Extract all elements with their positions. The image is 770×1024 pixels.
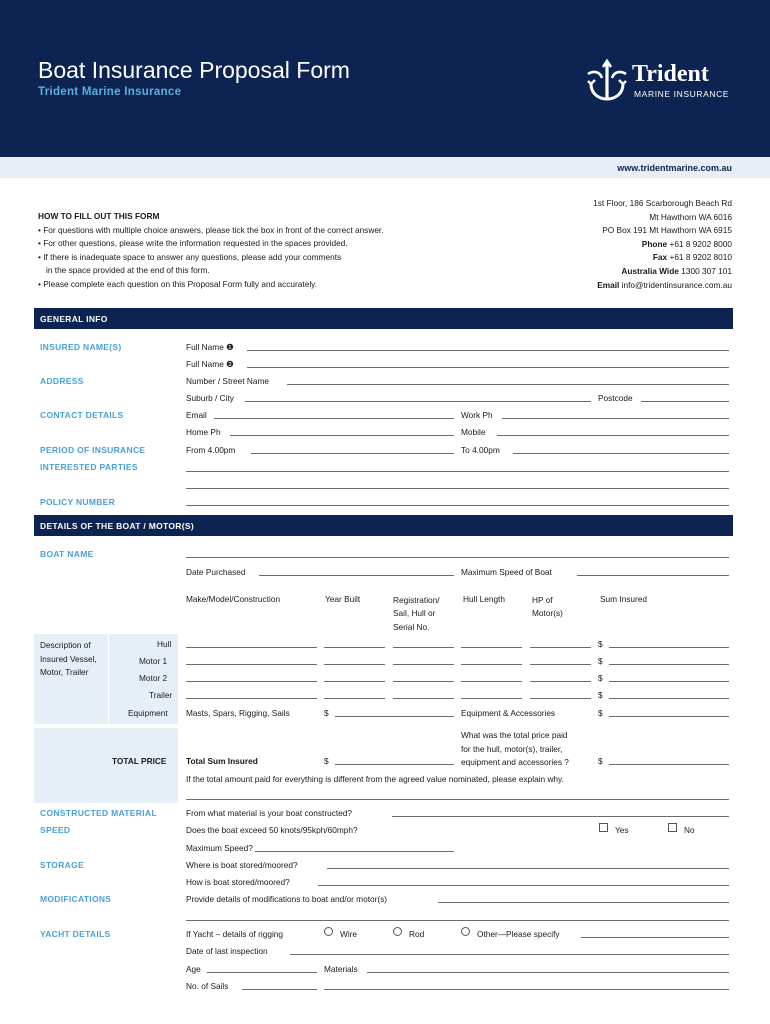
full-name-2-field[interactable]	[247, 367, 729, 368]
grid-field[interactable]	[393, 698, 454, 699]
section-boat-details: DETAILS OF THE BOAT / MOTOR(S)	[34, 515, 733, 536]
row-trailer-label: Trailer	[149, 690, 173, 700]
grid-field[interactable]	[530, 647, 591, 648]
instruction-item: in the space provided at the end of this form.	[46, 265, 210, 276]
grid-field[interactable]	[609, 664, 729, 665]
home-ph-field[interactable]	[230, 435, 454, 436]
max-speed-field[interactable]	[255, 851, 454, 852]
instructions-title: HOW TO FILL OUT THIS FORM	[38, 211, 160, 221]
mobile-field[interactable]	[497, 435, 729, 436]
url-bar	[0, 157, 770, 178]
header-banner	[0, 0, 770, 157]
instruction-item: • Please complete each question on this Proposal Form fully and accurately.	[38, 278, 317, 289]
address-label: ADDRESS	[40, 376, 84, 386]
section-general-info: GENERAL INFO	[34, 308, 733, 329]
panel-divider	[108, 634, 109, 724]
max-speed-boat-label: Maximum Speed of Boat	[461, 567, 552, 577]
boat-name-label: BOAT NAME	[40, 549, 94, 559]
dollar-sign: $	[598, 690, 603, 700]
company-address	[593, 197, 732, 292]
max-speed-boat-field[interactable]	[577, 575, 729, 576]
modifications-label: MODIFICATIONS	[40, 894, 112, 904]
full-name-1-label: Full Name ❶	[186, 342, 234, 352]
grid-field[interactable]	[461, 664, 522, 665]
materials-label: Materials	[324, 964, 358, 974]
logo-subtext: MARINE INSURANCE	[634, 89, 730, 99]
instruction-item: • For other questions, please write the information requested in the spaces provided.	[38, 238, 348, 249]
grid-field[interactable]	[461, 681, 522, 682]
yacht-details-label: YACHT DETAILS	[40, 929, 111, 939]
grid-field[interactable]	[393, 664, 454, 665]
postcode-label: Postcode	[598, 393, 633, 403]
explain-label: If the total amount paid for everything is different from the agreed value nominated, please explain why.	[186, 774, 564, 784]
grid-field[interactable]	[324, 681, 385, 682]
interested-parties-field[interactable]	[186, 471, 729, 472]
work-ph-label: Work Ph	[461, 410, 493, 420]
grid-field[interactable]	[609, 698, 729, 699]
col-hull-length: Hull Length	[463, 594, 505, 604]
date-purchased-label: Date Purchased	[186, 567, 246, 577]
address-line: PO Box 191 Mt Hawthorn WA 6915	[602, 225, 732, 236]
dollar-sign: $	[598, 708, 603, 718]
sails-extra-field[interactable]	[324, 989, 729, 990]
period-label: PERIOD OF INSURANCE	[40, 445, 146, 455]
dollar-sign: $	[598, 756, 603, 766]
inspection-field[interactable]	[290, 954, 729, 955]
grid-field[interactable]	[530, 681, 591, 682]
yes-label: Yes	[615, 825, 629, 835]
how-stored-question: How is boat stored/moored?	[186, 877, 290, 887]
grid-field[interactable]	[186, 664, 317, 665]
where-stored-question: Where is boat stored/moored?	[186, 860, 298, 870]
phone-line: Phone +61 8 9202 8000	[641, 238, 732, 249]
row-motor1-label: Motor 1	[139, 656, 168, 666]
interested-parties-field[interactable]	[186, 488, 729, 489]
grid-field[interactable]	[530, 698, 591, 699]
grid-field[interactable]	[324, 664, 385, 665]
age-label: Age	[186, 964, 201, 974]
other-label: Other—Please specify	[477, 929, 560, 939]
speed-yes-checkbox[interactable]	[599, 823, 608, 832]
modifications-field[interactable]	[438, 902, 729, 903]
grid-field[interactable]	[186, 698, 317, 699]
no-label: No	[684, 825, 695, 835]
grid-field[interactable]	[461, 698, 522, 699]
date-purchased-field[interactable]	[259, 575, 454, 576]
dollar-sign: $	[324, 756, 329, 766]
interested-parties-label: INTERESTED PARTIES	[40, 462, 138, 472]
fax-line: Fax +61 8 9202 8010	[652, 252, 732, 263]
speed-label: SPEED	[40, 825, 71, 835]
wire-radio[interactable]	[324, 927, 333, 936]
full-name-2-label: Full Name ❷	[186, 359, 234, 369]
col-sum-insured: Sum Insured	[600, 594, 648, 604]
row-equipment-label: Equipment	[128, 708, 168, 718]
from-field[interactable]	[251, 453, 454, 454]
storage-label: STORAGE	[40, 860, 84, 870]
street-field[interactable]	[287, 384, 729, 385]
grid-field[interactable]	[530, 664, 591, 665]
form-subtitle: Trident Marine Insurance	[38, 86, 182, 98]
no-sails-field[interactable]	[242, 989, 317, 990]
equip-acc-label: Equipment & Accessories	[461, 708, 556, 718]
trident-logo	[585, 58, 735, 104]
masts-label: Masts, Spars, Rigging, Sails	[186, 708, 290, 718]
explain-field[interactable]	[186, 799, 729, 800]
home-ph-label: Home Ph	[186, 427, 221, 437]
suburb-field[interactable]	[245, 401, 591, 402]
grid-field[interactable]	[324, 647, 385, 648]
full-name-1-field[interactable]	[247, 350, 729, 351]
rod-label: Rod	[409, 929, 425, 939]
mobile-label: Mobile	[461, 427, 486, 437]
trident-emblem-icon	[585, 58, 629, 104]
suburb-label: Suburb / City	[186, 393, 234, 403]
grid-field[interactable]	[609, 681, 729, 682]
grid-field[interactable]	[186, 647, 317, 648]
rigging-question: If Yacht – details of rigging	[186, 929, 284, 939]
grid-field[interactable]	[186, 681, 317, 682]
dollar-sign: $	[598, 656, 603, 666]
to-field[interactable]	[513, 453, 729, 454]
modifications-question: Provide details of modifications to boat and/or motor(s)	[186, 894, 388, 904]
description-label: Description of Insured Vessel, Motor, Trailer	[40, 640, 97, 678]
how-stored-field[interactable]	[318, 885, 729, 886]
equip-acc-field[interactable]	[609, 716, 729, 717]
modifications-field[interactable]	[186, 920, 729, 921]
instruction-item: • For questions with multiple choice answers, please tick the box in front of the correct answer.	[38, 224, 384, 235]
col-year: Year Built	[325, 594, 361, 604]
other-field[interactable]	[581, 937, 729, 938]
total-price-field[interactable]	[609, 764, 729, 765]
australia-wide-line: Australia Wide 1300 307 101	[621, 265, 732, 276]
instruction-item: • If there is inadequate space to answer any questions, please add your comments	[38, 251, 342, 262]
wire-label: Wire	[340, 929, 358, 939]
no-sails-label: No. of Sails	[186, 981, 229, 991]
postcode-field[interactable]	[641, 401, 729, 402]
col-make: Make/Model/Construction	[186, 594, 281, 604]
row-motor2-label: Motor 2	[139, 673, 168, 683]
speed-no-checkbox[interactable]	[668, 823, 677, 832]
rod-radio[interactable]	[393, 927, 402, 936]
materials-field[interactable]	[367, 972, 729, 973]
grid-field[interactable]	[461, 647, 522, 648]
from-label: From 4.00pm	[186, 445, 236, 455]
dollar-sign: $	[598, 673, 603, 683]
inspection-label: Date of last inspection	[186, 946, 268, 956]
address-line: 1st Floor, 186 Scarborough Beach Rd	[593, 198, 732, 208]
email-field[interactable]	[214, 418, 454, 419]
masts-field[interactable]	[335, 716, 454, 717]
website-link[interactable]: www.tridentmarine.com.au	[617, 163, 732, 173]
contact-details-label: CONTACT DETAILS	[40, 410, 124, 420]
constructed-material-label: CONSTRUCTED MATERIAL	[40, 808, 157, 818]
other-radio[interactable]	[461, 927, 470, 936]
street-label: Number / Street Name	[186, 376, 269, 386]
instructions	[38, 210, 384, 292]
to-label: To 4.00pm	[461, 445, 500, 455]
row-hull-label: Hull	[157, 639, 172, 649]
total-sum-label: Total Sum Insured	[186, 756, 258, 766]
age-field[interactable]	[207, 972, 317, 973]
col-registration: Registration/ Sail, Hull or Serial No.	[393, 595, 440, 632]
policy-number-field[interactable]	[186, 505, 729, 506]
col-hp-motors: HP of Motor(s)	[532, 595, 563, 619]
work-ph-field[interactable]	[502, 418, 729, 419]
grid-field[interactable]	[324, 698, 385, 699]
total-price-question: What was the total price paid for the hull, motor(s), trailer, equipment and accessories ?	[461, 730, 569, 768]
total-sum-field[interactable]	[335, 764, 454, 765]
material-question: From what material is your boat constructed?	[186, 808, 353, 818]
max-speed-label: Maximum Speed?	[186, 843, 253, 853]
grid-field[interactable]	[609, 647, 729, 648]
boat-name-field[interactable]	[186, 557, 729, 558]
insured-names-label: INSURED NAME(S)	[40, 342, 122, 352]
total-price-label: TOTAL PRICE	[112, 756, 167, 766]
speed-question: Does the boat exceed 50 knots/95kph/60mph?	[186, 825, 358, 835]
address-line: Mt Hawthorn WA 6016	[649, 211, 732, 222]
logo-wordmark: Trident	[632, 61, 709, 87]
dollar-sign: $	[598, 639, 603, 649]
policy-number-label: POLICY NUMBER	[40, 497, 116, 507]
email-line: Email info@tridentinsurance.com.au	[597, 279, 732, 290]
dollar-sign: $	[324, 708, 329, 718]
email-label: Email	[186, 410, 207, 420]
where-stored-field[interactable]	[327, 868, 729, 869]
grid-field[interactable]	[393, 647, 454, 648]
material-field[interactable]	[392, 816, 729, 817]
form-title: Boat Insurance Proposal Form	[38, 57, 350, 83]
grid-field[interactable]	[393, 681, 454, 682]
